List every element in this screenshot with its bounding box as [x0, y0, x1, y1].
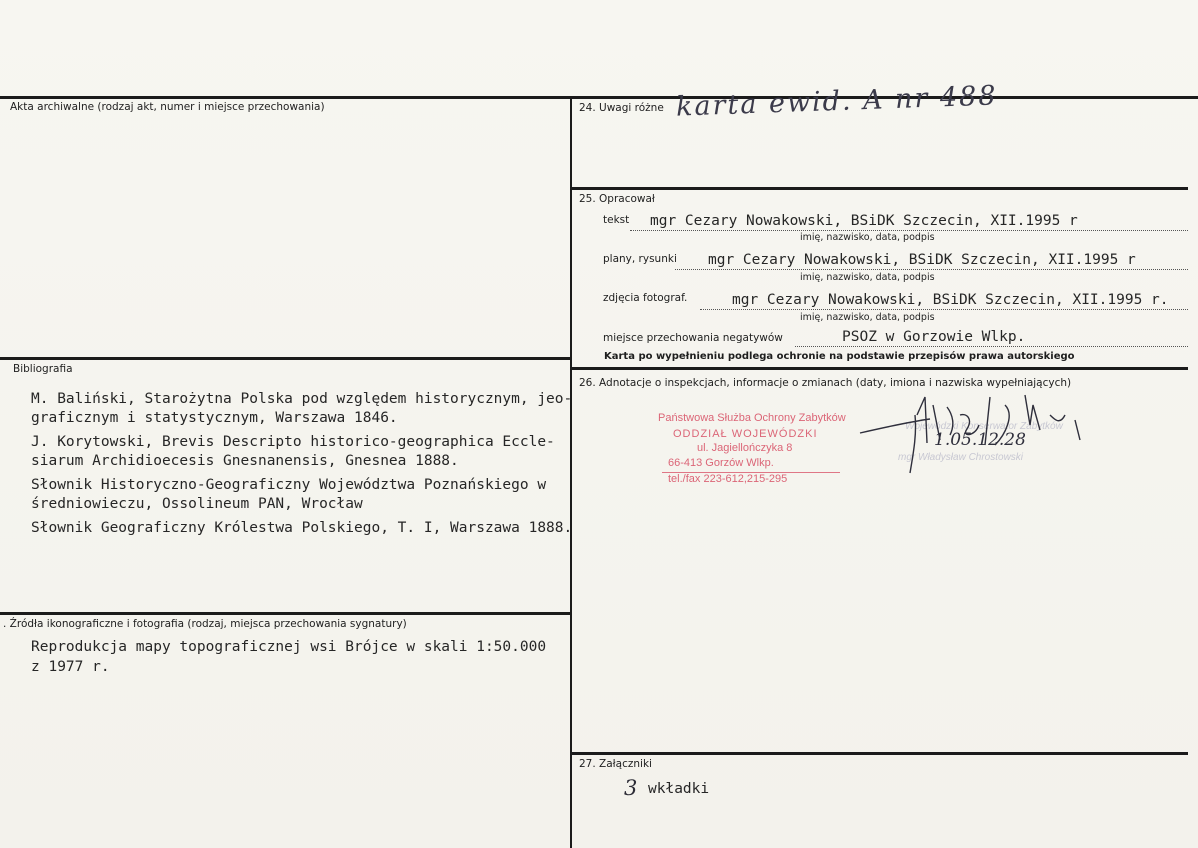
right-divider-opracowal: [570, 187, 1188, 190]
copyright-note: Karta po wypełnieniu podlega ochronie na podstawie przepisów prawa autorskiego: [604, 351, 1075, 362]
zrodla-line: Reprodukcja mapy topograficznej wsi Brójce w skali 1:50.000: [31, 639, 547, 655]
bibliografia-line: Słownik Geograficzny Królestwa Polskiego, T. I, Warszawa 1888.: [31, 520, 573, 536]
right-divider-zalaczniki: [570, 752, 1188, 755]
stamp-line: 66-413 Gorzów Wlkp.: [668, 457, 774, 469]
plany-label: plany, rysunki: [603, 253, 677, 265]
zrodla-line: z 1977 r.: [31, 659, 110, 675]
zdjecia-value: mgr Cezary Nowakowski, BSiDK Szczecin, XII.1995 r.: [732, 292, 1169, 308]
plany-caption: imię, nazwisko, data, podpis: [800, 272, 935, 283]
bibliografia-line: J. Korytowski, Brevis Descripto historico-geographica Eccle-: [31, 434, 555, 450]
zdjecia-dotted-line: [700, 309, 1188, 310]
negatywy-dotted-line: [795, 346, 1188, 347]
bibliografia-line: Słownik Historyczno-Geograficzny Województwa Poznańskiego w: [31, 477, 547, 493]
left-divider-zrodla: [0, 612, 571, 615]
akta-label: Akta archiwalne (rodzaj akt, numer i miejsce przechowania): [10, 101, 325, 113]
zdjecia-label: zdjęcia fotograf.: [603, 292, 688, 304]
bibliografia-line: średniowieczu, Ossolineum PAN, Wrocław: [31, 496, 363, 512]
adnotacje-label: 26. Adnotacje o inspekcjach, informacje o zmianach (daty, imiona i nazwiska wypełniających): [579, 377, 1072, 389]
bibliografia-line: siarum Archidioecesis Gnesnanensis, Gnesnea 1888.: [31, 453, 459, 469]
plany-value: mgr Cezary Nowakowski, BSiDK Szczecin, XII.1995 r: [708, 252, 1136, 268]
stamp-line: ODDZIAŁ WOJEWÓDZKI: [673, 428, 818, 440]
conservator-stamp-line: Wojewódzki Konserwator Zabytków: [905, 421, 1063, 432]
bibliografia-line: M. Baliński, Starożytna Polska pod względem historycznym, jeo-: [31, 391, 573, 407]
adnotacje-handwritten-date: 1.05.12.28: [934, 430, 1026, 450]
tekst-caption: imię, nazwisko, data, podpis: [800, 232, 935, 243]
bibliografia-label: Bibliografia: [13, 363, 73, 375]
stamp-line: ul. Jagiellończyka 8: [697, 442, 793, 454]
negatywy-value: PSOZ w Gorzowie Wlkp.: [842, 329, 1026, 345]
conservator-stamp-line: mgr Władysław Chrostowski: [898, 452, 1024, 463]
office-stamp: [652, 412, 852, 488]
opracowal-label: 25. Opracował: [579, 193, 655, 205]
zrodla-label: . Źródła ikonograficzne i fotografia (rodzaj, miejsca przechowania sygnatury): [3, 618, 407, 630]
plany-dotted-line: [675, 269, 1188, 270]
zdjecia-caption: imię, nazwisko, data, podpis: [800, 312, 935, 323]
uwagi-handwritten: karta ewid. A nr 488: [675, 80, 999, 123]
tekst-dotted-line: [630, 230, 1188, 231]
tekst-label: tekst: [603, 214, 630, 226]
center-divider: [570, 96, 572, 848]
zalaczniki-value: wkładki: [648, 781, 710, 797]
bibliografia-line: graficznym i statystycznym, Warszawa 1846.: [31, 410, 398, 426]
negatywy-label: miejsce przechowania negatywów: [603, 332, 783, 344]
tekst-value: mgr Cezary Nowakowski, BSiDK Szczecin, XII.1995 r: [650, 213, 1078, 229]
left-divider-bibliografia: [0, 357, 571, 360]
zalaczniki-label: 27. Załączniki: [579, 758, 652, 770]
uwagi-label: 24. Uwagi różne: [579, 102, 664, 114]
stamp-line: tel./fax 223-612,215-295: [668, 473, 788, 485]
right-divider-adnotacje: [570, 367, 1188, 370]
stamp-line: Państwowa Służba Ochrony Zabytków: [658, 412, 846, 424]
top-divider: [0, 96, 1198, 99]
zalaczniki-number: 3: [624, 776, 638, 800]
